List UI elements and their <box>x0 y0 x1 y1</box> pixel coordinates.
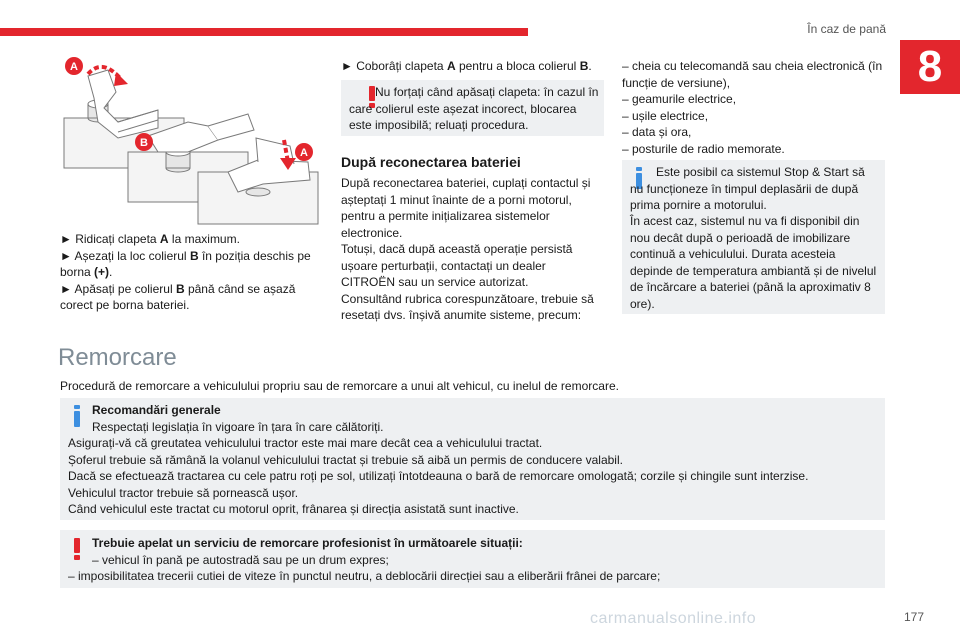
heading-after-reconnect: După reconectarea bateriei <box>341 154 521 170</box>
header-accent-bar <box>0 28 528 36</box>
reset-systems-list <box>622 58 884 157</box>
professional-towing-title: Trebuie apelat un serviciu de remorcare profesionist în următoarele situații: <box>92 536 523 550</box>
col1-instructions <box>60 231 322 314</box>
info-box-general-recommendations <box>60 398 885 520</box>
list-item: – cheia cu telecomandă sau cheia electronică (în funcție de versiune), <box>622 59 883 90</box>
info-text-stop-start: Este posibil ca sistemul Stop & Start să nu funcționeze în timpul deplasării de după prima pornire a motorului. <box>630 165 865 212</box>
towing-title: Remorcare <box>58 344 177 371</box>
list-item: – posturile de radio memorate. <box>622 141 785 156</box>
recommendation-line: Vehiculul tractor trebuie să pornească ușor. <box>68 485 299 500</box>
professional-towing-line: – imposibilitatea trecerii cutiei de viteze în punctul neutru, a deblocării direcției sau a eliberării frânei de parcare; <box>68 569 661 583</box>
instruction-press-clamp: ► Apăsați pe colierul B până când se așază corect pe borna bateriei. <box>60 281 296 312</box>
reconnect-paragraph-2: Totuși, dacă după această operație persistă ușoare perturbații, contactați un dealer CITROËN sau un service autorizat. <box>341 242 573 289</box>
recommendation-line: Șoferul trebuie să rămână la volanul vehiculului tractat și trebuie să aibă un permis de conducere valabil. <box>68 452 623 467</box>
professional-towing-line: – vehicul în pană pe autostradă sau pe un drum expres; <box>92 552 389 567</box>
figure-label-b: B <box>140 137 148 149</box>
figure-label-a1: A <box>70 61 78 73</box>
recommendation-line: Dacă se efectuează tractarea cu cele patru roți pe sol, utilizați întotdeauna o bară de remorcare omologată; corzile și chingile sunt interzise. <box>68 469 809 483</box>
chapter-tab <box>900 40 960 94</box>
list-item: – data și ora, <box>622 125 692 139</box>
battery-clamp-illustration <box>58 52 320 228</box>
recommendations-title: Recomandări generale <box>92 403 221 417</box>
warning-box-professional-towing <box>60 530 885 588</box>
towing-intro: Procedură de remorcare a vehiculului propriu sau de remorcare a unui alt vehicul, cu inelul de remorcare. <box>60 379 619 393</box>
warning-text-clamp: Nu forțați când apăsați clapeta: în cazul în care colierul este așezat incorect, blocarea este imposibilă; reluați procedura. <box>349 85 599 132</box>
reconnect-paragraph-1: După reconectarea bateriei, cuplați contactul și așteptați 1 minut înainte de a porni motorul, pentru a permite inițializarea sistemelor electronice. <box>341 176 591 240</box>
figure-label-a2: A <box>300 147 308 159</box>
col2-body <box>341 175 603 324</box>
info-box-stop-start <box>622 160 885 314</box>
page-number: 177 <box>903 610 924 624</box>
section-title: În caz de pană <box>807 22 886 36</box>
recommendation-line: Când vehiculul este tractat cu motorul oprit, frânarea și direcția asistată sunt inactive. <box>68 502 519 516</box>
instruction-raise-flap: ► Ridicați clapeta A la maximum. <box>60 232 240 246</box>
recommendation-line: Respectați legislația în vigoare în țara în care călătoriți. <box>92 419 384 434</box>
reconnect-paragraph-3: Consultând rubrica corespunzătoare, trebuie să resetați dvs. înșivă anumite sisteme, precum: <box>341 291 594 322</box>
info-text-availability: În acest caz, sistemul nu va fi disponibil din nou decât după o perioadă de imobilizare continuă a vehiculului. Durata acesteia depinde de temperatura ambiantă și de nivelul de încărcare a bateriei (până la aproximativ 8 ore). <box>630 214 877 311</box>
instruction-place-clamp: ► Așezați la loc colierul B în poziția deschis pe borna (+). <box>60 248 311 279</box>
list-item: – ușile electrice, <box>622 108 709 123</box>
recommendation-line: Asigurați-vă că greutatea vehiculului tractor este mai mare decât cea a vehiculului tractat. <box>68 436 543 450</box>
warning-box-clamp <box>341 80 604 136</box>
chapter-number: 8 <box>917 42 943 91</box>
instruction-lower-flap: ► Coborâți clapeta A pentru a bloca colierul B. <box>341 59 592 73</box>
list-item: – geamurile electrice, <box>622 92 737 106</box>
watermark: carmanualsonline.info <box>590 610 757 627</box>
